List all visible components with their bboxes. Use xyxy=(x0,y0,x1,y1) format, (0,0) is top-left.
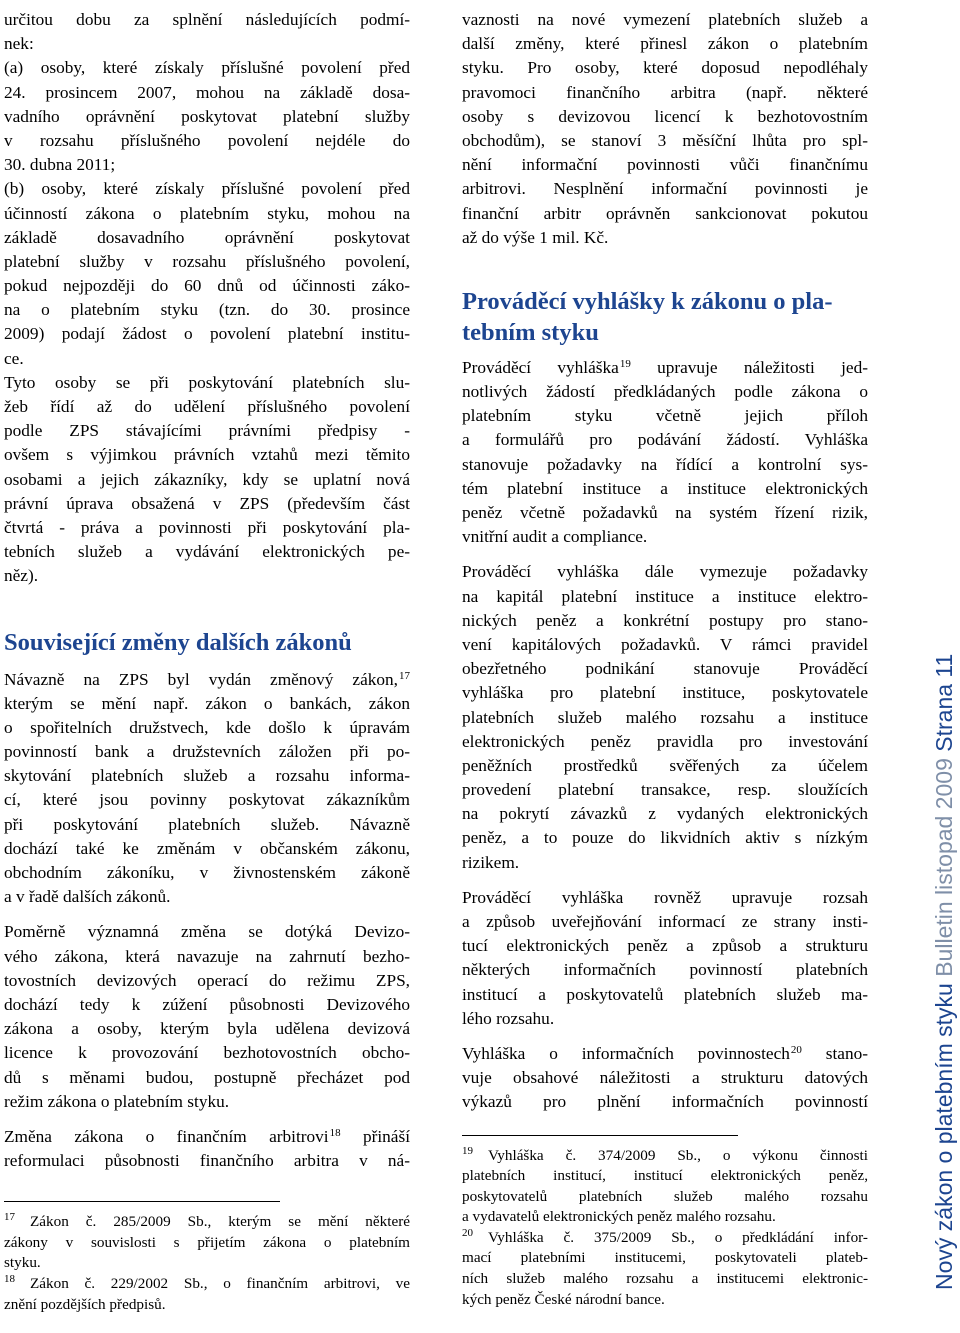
footnote-20 xyxy=(462,1228,868,1310)
paragraph-line: na pokrytí závazků z vydaných elektronických xyxy=(462,804,868,824)
footnote-19 xyxy=(462,1146,868,1228)
paragraph-line: skytování platebních služeb a rozsahu informa- xyxy=(4,766,410,786)
paragraph-line: elektronických peněz pravidla pro investování xyxy=(462,731,868,751)
paragraph-line: rizikem. xyxy=(462,852,520,872)
paragraph-line: na o platebním styku (tzn. do 30. prosince xyxy=(4,300,410,320)
paragraph-line: právní úprava obsažená v ZPS (především část xyxy=(4,493,410,513)
paragraph-line: licence k provozování bezhotovostních obcho- xyxy=(4,1043,410,1063)
paragraph-line: určitou dobu za splnění následujících podmí- xyxy=(4,10,410,29)
paragraph-line: režim zákona o platebním styku. xyxy=(4,1091,230,1111)
footnote-ref-18[interactable]: 18 xyxy=(329,1126,341,1139)
paragraph-line: v rozsahu příslušného povolení nejdéle do xyxy=(4,130,410,150)
paragraph-line: některých informačních povinností platebních xyxy=(462,960,868,980)
footnote-line: znění pozdějších předpisů. xyxy=(4,1295,166,1313)
paragraph-line: institucí a poskytovatelů platebních služeb ma- xyxy=(462,984,868,1004)
paragraph-line: a v řadě dalších zákonů. xyxy=(4,887,171,907)
paragraph-line: lého rozsahu. xyxy=(462,1008,555,1028)
paragraph-line: ce. xyxy=(4,348,24,368)
continued-paragraph xyxy=(462,8,868,250)
paragraph-line: dů s měnami budou, postupně přecházet pod xyxy=(4,1067,410,1087)
paragraph-line: stanovuje požadavky na řídící a kontrolní sys- xyxy=(462,454,868,474)
paragraph-line: vení kapitálových požadavků. V rámci pravidel xyxy=(462,634,868,654)
footnote-line: 19 Vyhláška č. 374/2009 Sb., o výkonu činnosti xyxy=(462,1144,868,1164)
paragraph-line: o spořitelních družstvech, kde došlo k úpravám xyxy=(4,717,410,737)
paragraph-line: tém platební instituce a instituce elektronických xyxy=(462,478,868,498)
paragraph-line: Prováděcí vyhláška dále vymezuje požadavky xyxy=(462,562,868,582)
footnote-line: platebních institucí, institucí elektronických peněz, xyxy=(462,1167,868,1185)
paragraph-line: kterým se mění např. zákon o bankách, zákon xyxy=(4,693,410,713)
paragraph-line: Vyhláška o informačních povinnostech$^{20}$ stano- xyxy=(462,1043,868,1063)
footnote-ref-20[interactable]: 20 xyxy=(790,1043,802,1056)
paragraph-line: Tyto osoby se při poskytování platebních slu- xyxy=(4,372,410,392)
paragraph-information-duties xyxy=(462,1042,868,1115)
paragraph-line: vaznosti na nové vymezení platebních služeb a xyxy=(462,10,868,29)
footnote-line: 17 Zákon č. 285/2009 Sb., kterým se mění některé xyxy=(4,1211,410,1231)
paragraph-line: platebních služeb malého rozsahu a instituce xyxy=(462,707,868,727)
paragraph-line: vého zákona, která navazuje na zahrnutí bezho- xyxy=(4,946,410,966)
paragraph-line: styku. Pro osoby, které doposud nepodléhaly xyxy=(462,58,868,78)
footnote-line: mací platebními institucemi, poskytovateli plateb- xyxy=(462,1249,868,1267)
sidebar-running-title xyxy=(930,654,958,1290)
paragraph-line: nek: xyxy=(4,34,34,54)
footnote-line: kých peněz České národní bance. xyxy=(462,1290,665,1308)
paragraph-line: (a) osoby, které získaly příslušné povolení před xyxy=(4,58,410,78)
paragraph-line: pokud nejpozději do 60 dnů od účinnosti záko- xyxy=(4,276,410,296)
paragraph-line: Změna zákona o finančním arbitrovi$^{18}$ přináší xyxy=(4,1126,410,1146)
paragraph-line: obchodům), se stanoví 3 měsíční lhůta pro spl- xyxy=(462,130,868,150)
paragraph-line: a formulářů pro podávání žádostí. Vyhláška xyxy=(462,430,868,450)
paragraph-line: vuje obsahové náležitosti a strukturu datových xyxy=(462,1068,868,1088)
paragraph-line: obchodním zákoníku, v živnostenském zákoně xyxy=(4,863,410,882)
paragraph-line: vadního oprávnění poskytovat platební služby xyxy=(4,106,410,126)
paragraph-line: dochází také ke změnám v občanském zákonu, xyxy=(4,838,410,858)
publication-title: Nový zákon o platebním styku xyxy=(931,983,957,1290)
paragraph-line: dochází tedy k zúžení působnosti Devizového xyxy=(4,994,410,1014)
paragraph-line: 30. dubna 2011; xyxy=(4,155,116,175)
paragraph-line: vyhláška pro platební instituce, poskytovatele xyxy=(462,683,868,703)
paragraph-line: nění informační povinnosti vůči finančnímu xyxy=(462,155,868,175)
right-column xyxy=(462,8,868,1310)
paragraph-line: Poměrně významná změna se dotýká Devizo- xyxy=(4,922,410,942)
paragraph-line: něz). xyxy=(4,566,39,586)
footnote-line: styku. xyxy=(4,1254,41,1272)
footnote-line: 20 Vyhláška č. 375/2009 Sb., o předkládání infor- xyxy=(462,1226,868,1246)
paragraph-line: pravomoci finančního arbitra (např. některé xyxy=(462,82,868,102)
paragraph-line: 24. prosincem 2007, mohou na základě dosa- xyxy=(4,82,410,102)
paragraph-line: arbitrovi. Nesplnění informační povinnosti je xyxy=(462,179,868,199)
footnote-line: poskytovatelů platebních služeb malého rozsahu xyxy=(462,1187,868,1205)
paragraph-line: výkazů pro plnění informačních povinností xyxy=(462,1092,868,1112)
paragraph-line: základě dosavadního oprávnění poskytovat xyxy=(4,227,410,247)
paragraph-line: peněz včetně požadavků na systém řízení rizik, xyxy=(462,503,868,522)
footnote-line: ních služeb malého rozsahu a institucemi elektronic- xyxy=(462,1270,868,1288)
paragraph-line: cí, které jsou povinny poskytovat zákazníkům xyxy=(4,790,410,810)
paragraph-line: Prováděcí vyhláška$^{19}$ upravuje náležitosti jed- xyxy=(462,357,868,377)
heading-line: Prováděcí vyhlášky k zákonu o pla- xyxy=(462,287,833,315)
paragraph-line: finanční arbitr oprávněn sankcionovat pokutou xyxy=(462,203,868,223)
paragraph-line: platební služby v rozsahu příslušného povolení, xyxy=(4,251,410,271)
paragraph-financial-arbiter xyxy=(4,1125,410,1173)
paragraph-line: další změny, které přinesl zákon o platebním xyxy=(462,34,868,54)
paragraph-line: provedení platební transakce, resp. sloužících xyxy=(462,780,868,800)
paragraph-line: tucí elektronických peněz a způsob a strukturu xyxy=(462,936,868,956)
paragraph-line: tebních služeb a vydávání elektronických pe- xyxy=(4,542,410,562)
footnote-18 xyxy=(4,1274,410,1315)
paragraph-decree-disclosure xyxy=(462,886,868,1031)
paragraph-line: povinností bank a družstevních záložen při po- xyxy=(4,742,410,762)
paragraph-line: podle ZPS stávajícími právními předpisy - xyxy=(4,421,410,441)
paragraph-line: žeb řídí až do udělení příslušného povolení xyxy=(4,397,410,416)
paragraph-line: (b) osoby, které získaly příslušné povolení před xyxy=(4,179,410,199)
paragraph-line: 2009) podají žádost o povolení platební institu- xyxy=(4,324,410,344)
paragraph-line: peněz, a to pouze do likvidních aktiv s nízkým xyxy=(462,828,868,848)
paragraph-decree-capital xyxy=(462,560,868,874)
section-heading-related-changes: Související změny dalších zákonů xyxy=(4,628,352,656)
footnote-line: a vydavatelů elektronických peněz malého rozsahu. xyxy=(462,1208,776,1226)
page-number: Strana 11 xyxy=(931,653,957,752)
paragraph-line: osobami a jejich zákazníky, kdy se uplatní nová xyxy=(4,469,410,489)
footnote-ref-17[interactable]: 17 xyxy=(399,669,410,682)
paragraph-line: notlivých žádostí předkládaných podle zákona o xyxy=(462,382,868,402)
paragraph-line: platebním styku včetně jejich příloh xyxy=(462,406,868,426)
footnote-17 xyxy=(4,1212,410,1274)
paragraph-line: Návazně na ZPS byl vydán změnový zákon,$^{17}$ xyxy=(4,669,410,689)
footnote-line: zákony v souvislosti s přijetím zákona o platebním xyxy=(4,1233,410,1251)
footnote-line: 18 Zákon č. 229/2002 Sb., o finančním arbitrovi, ve xyxy=(4,1273,410,1293)
issue-label: Bulletin listopad 2009 xyxy=(931,758,957,977)
paragraph-line: při poskytování platebních služeb. Návazně xyxy=(4,814,410,834)
paragraph-line: nických peněz a konkrétní postupy pro stano- xyxy=(462,610,868,630)
paragraph-line: vnitřní audit a compliance. xyxy=(462,527,648,547)
footnote-ref-19[interactable]: 19 xyxy=(619,357,631,370)
heading-line: tebním styku xyxy=(462,318,599,346)
paragraph-line: až do výše 1 mil. Kč. xyxy=(462,227,609,247)
paragraph-line: a způsob uveřejňování informací ze strany insti- xyxy=(462,912,868,931)
paragraph-line: reformulaci působnosti finančního arbitra v ná- xyxy=(4,1151,410,1171)
left-column xyxy=(4,8,410,1315)
paragraph-line: tovostních devizových operací do režimu ZPS, xyxy=(4,970,410,990)
paragraph-decree-applications xyxy=(462,356,868,550)
paragraph-line: na kapitál platební instituce a instituce elektro- xyxy=(462,586,868,606)
paragraph-line: Prováděcí vyhláška rovněž upravuje rozsah xyxy=(462,887,868,907)
paragraph-line: čtvrtá - práva a povinnosti při poskytování pla- xyxy=(4,517,410,537)
paragraph-foreign-exchange-act xyxy=(4,920,410,1114)
paragraph-line: ovšem s výjimkou právních vztahů mezi těmito xyxy=(4,445,410,465)
paragraph-amending-law xyxy=(4,668,410,910)
paragraph-line: osoby s devizovou licencí k bezhotovostním xyxy=(462,106,868,126)
paragraph-line: peněžních prostředků svěřených za účelem xyxy=(462,755,868,775)
paragraph-line: zákona a osoby, kterým byla udělena devizová xyxy=(4,1019,410,1039)
paragraph-line: obezřetného podnikání stanovuje Prováděcí xyxy=(462,659,868,679)
intro-text xyxy=(4,8,410,589)
paragraph-line: účinností zákona o platebním styku, mohou na xyxy=(4,203,410,223)
section-heading-implementing-decrees xyxy=(462,286,868,348)
